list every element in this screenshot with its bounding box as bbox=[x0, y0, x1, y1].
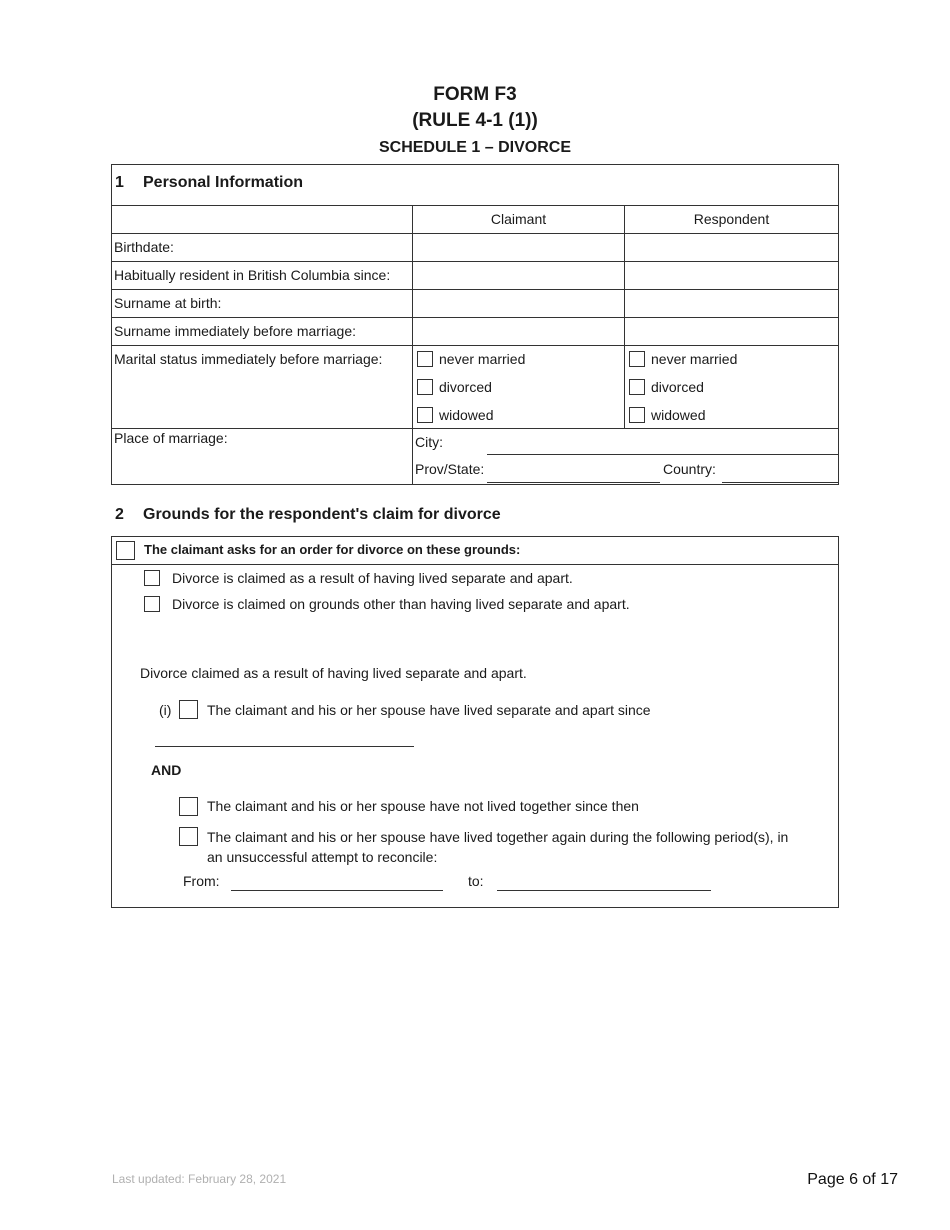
col-respondent: Respondent bbox=[693, 211, 770, 227]
separation-date-input[interactable] bbox=[155, 746, 414, 747]
from-date-input[interactable] bbox=[231, 890, 443, 891]
together-again-checkbox[interactable] bbox=[179, 827, 198, 846]
section1-number: 1 bbox=[115, 174, 124, 191]
not-together-checkbox[interactable] bbox=[179, 797, 198, 816]
city-input[interactable] bbox=[487, 454, 838, 455]
separate-apart-checkbox[interactable] bbox=[144, 570, 160, 586]
item-i-checkbox[interactable] bbox=[179, 700, 198, 719]
label-birthdate: Birthdate: bbox=[114, 239, 174, 255]
prov-label: Prov/State: bbox=[415, 461, 485, 477]
city-label: City: bbox=[415, 434, 443, 450]
last-updated: Last updated: February 28, 2021 bbox=[112, 1172, 287, 1186]
label-surname-before: Surname immediately before marriage: bbox=[114, 323, 356, 339]
country-input[interactable] bbox=[722, 482, 838, 483]
claimant-surname-before-field[interactable] bbox=[414, 318, 623, 344]
respondent-never-married-checkbox[interactable] bbox=[629, 351, 645, 367]
and-label: AND bbox=[151, 762, 182, 778]
claimant-divorced-checkbox[interactable] bbox=[417, 379, 433, 395]
respondent-never-married-label: never married bbox=[651, 351, 738, 367]
country-label: Country: bbox=[663, 461, 716, 477]
main-grounds-checkbox[interactable] bbox=[116, 541, 135, 560]
label-surname-birth: Surname at birth: bbox=[114, 295, 222, 311]
form-title: FORM F3 bbox=[433, 84, 517, 105]
respondent-resident-field[interactable] bbox=[626, 262, 837, 288]
label-resident: Habitually resident in British Columbia since: bbox=[114, 267, 391, 283]
respondent-widowed-label: widowed bbox=[651, 407, 706, 423]
item-i-label: (i) bbox=[159, 702, 172, 718]
main-grounds-label: The claimant asks for an order for divorce on these grounds: bbox=[144, 542, 521, 557]
to-date-input[interactable] bbox=[497, 890, 711, 891]
separate-apart-label: Divorce is claimed as a result of having lived separate and apart. bbox=[172, 570, 573, 586]
not-together-label: The claimant and his or her spouse have not lived together since then bbox=[207, 798, 639, 814]
respondent-surname-birth-field[interactable] bbox=[626, 290, 837, 316]
prov-input[interactable] bbox=[487, 482, 660, 483]
respondent-divorced-checkbox[interactable] bbox=[629, 379, 645, 395]
other-grounds-label: Divorce is claimed on grounds other than having lived separate and apart. bbox=[172, 596, 630, 612]
claimant-surname-birth-field[interactable] bbox=[414, 290, 623, 316]
item-i-text: The claimant and his or her spouse have lived separate and apart since bbox=[207, 702, 651, 718]
together-again-line1: The claimant and his or her spouse have lived together again during the following period(s), in bbox=[207, 829, 789, 845]
claimant-resident-field[interactable] bbox=[414, 262, 623, 288]
from-label: From: bbox=[183, 873, 220, 889]
form-schedule: SCHEDULE 1 – DIVORCE bbox=[378, 139, 572, 156]
respondent-birthdate-field[interactable] bbox=[626, 234, 837, 260]
label-place: Place of marriage: bbox=[114, 430, 228, 446]
col-claimant: Claimant bbox=[490, 211, 547, 227]
form-rule: (RULE 4-1 (1)) bbox=[412, 110, 538, 131]
section1-title: Personal Information bbox=[143, 174, 304, 191]
label-marital: Marital status immediately before marriage: bbox=[114, 351, 383, 367]
respondent-divorced-label: divorced bbox=[651, 379, 704, 395]
claimant-divorced-label: divorced bbox=[439, 379, 492, 395]
together-again-line2: an unsuccessful attempt to reconcile: bbox=[207, 849, 438, 865]
claimant-widowed-checkbox[interactable] bbox=[417, 407, 433, 423]
to-label: to: bbox=[468, 873, 484, 889]
claimant-birthdate-field[interactable] bbox=[414, 234, 623, 260]
section2-title: Grounds for the respondent's claim for divorce bbox=[143, 506, 501, 523]
respondent-surname-before-field[interactable] bbox=[626, 318, 837, 344]
sub-heading: Divorce claimed as a result of having lived separate and apart. bbox=[140, 665, 527, 681]
claimant-never-married-label: never married bbox=[439, 351, 526, 367]
claimant-never-married-checkbox[interactable] bbox=[417, 351, 433, 367]
page-number: Page 6 of 17 bbox=[807, 1171, 898, 1188]
other-grounds-checkbox[interactable] bbox=[144, 596, 160, 612]
claimant-widowed-label: widowed bbox=[439, 407, 494, 423]
respondent-widowed-checkbox[interactable] bbox=[629, 407, 645, 423]
section2-number: 2 bbox=[115, 506, 124, 523]
